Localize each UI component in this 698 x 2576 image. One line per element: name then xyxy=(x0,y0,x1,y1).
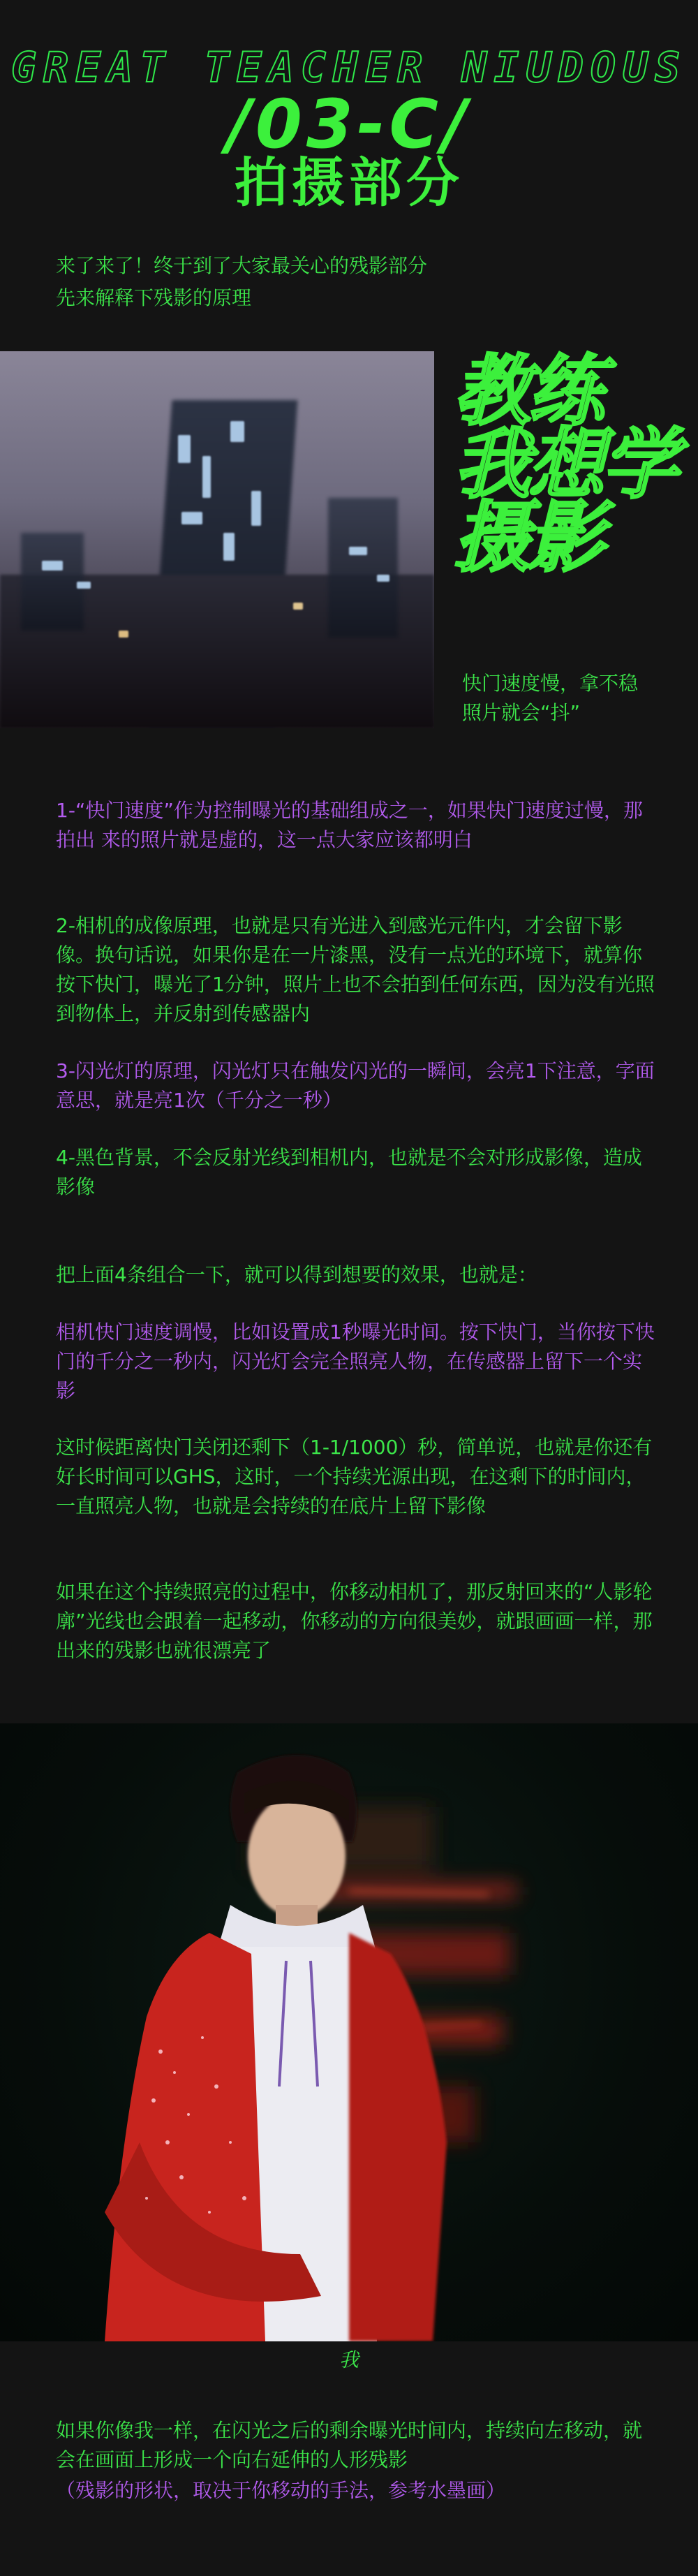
photo1-caption-line-1: 快门速度慢，拿不稳 xyxy=(462,672,639,695)
explain-2: 这时候距离快门关闭还剩下（1-1/1000）秒，简单说，也就是你还有好长时间可以GHS，这时，一个持续光源出现，在这剩下的时间内，一直照亮人物，也就是会持续的在底片上留下影像 xyxy=(56,1436,653,1517)
side-title-line-1: 教练 xyxy=(454,346,602,436)
section-code: /03-C/ xyxy=(226,85,471,163)
photo1-caption-line-2: 照片就会“抖” xyxy=(462,701,581,724)
point-4: 4-黑色背景，不会反射光线到相机内，也就是不会对形成影像，造成影像 xyxy=(56,1146,642,1198)
ghost-portrait-photo xyxy=(0,1723,698,2341)
point-2: 2-相机的成像原理，也就是只有光进入到感光元件内，才会留下影像。换句话说，如果你是在一片漆黑，没有一点光的环境下，就算你按下快门，曝光了1分钟，照片上也不会拍到任何东西，因为没有光照到物体上，并反射到传感器内 xyxy=(56,914,655,1025)
outro-note: （残影的形状，取决于你移动的手法，参考水墨画） xyxy=(56,2479,506,2502)
point-1: 1-“快门速度”作为控制曝光的基础组成之一，如果快门速度过慢，那拍出 来的照片就是虚的，这一点大家应该都明白 xyxy=(56,799,643,851)
point-3: 3-闪光灯的原理，闪光灯只在触发闪光的一瞬间，会亮1下注意，字面意思，就是亮1次（千分之一秒） xyxy=(56,1059,655,1112)
side-title-line-2: 我想学 xyxy=(454,420,676,509)
explain-3: 如果在这个持续照亮的过程中，你移动相机了，那反射回来的“人影轮廓”光线也会跟着一起移动，你移动的方向很美妙，就跟画画一样，那出来的残影也就很漂亮了 xyxy=(56,1580,653,1662)
side-title-line-3: 摄影 xyxy=(454,493,602,582)
section-title: 拍摄部分 xyxy=(235,152,463,214)
brand-title: GREAT TEACHER NIUDOUS xyxy=(10,43,688,92)
outro-paragraph: 如果你像我一样，在闪光之后的剩余曝光时间内，持续向左移动，就会在画面上形成一个向右延伸的人形残影 xyxy=(56,2419,643,2471)
photo2-caption: 我 xyxy=(339,2348,359,2371)
intro-line-1: 来了来了！终于到了大家最关心的残影部分 xyxy=(56,254,428,277)
blurry-city-photo xyxy=(0,351,434,728)
photo1-caption xyxy=(462,669,638,728)
portrait-illustration xyxy=(0,1723,698,2341)
combine-intro: 把上面4条组合一下，就可以得到想要的效果，也就是： xyxy=(56,1263,537,1286)
explain-1: 相机快门速度调慢，比如设置成1秒曝光时间。按下快门，当你按下快门的千分之一秒内，闪光灯会完全照亮人物，在传感器上留下一个实影 xyxy=(56,1320,655,1402)
intro-text xyxy=(56,250,427,314)
intro-line-2: 先来解释下残影的原理 xyxy=(56,286,252,309)
